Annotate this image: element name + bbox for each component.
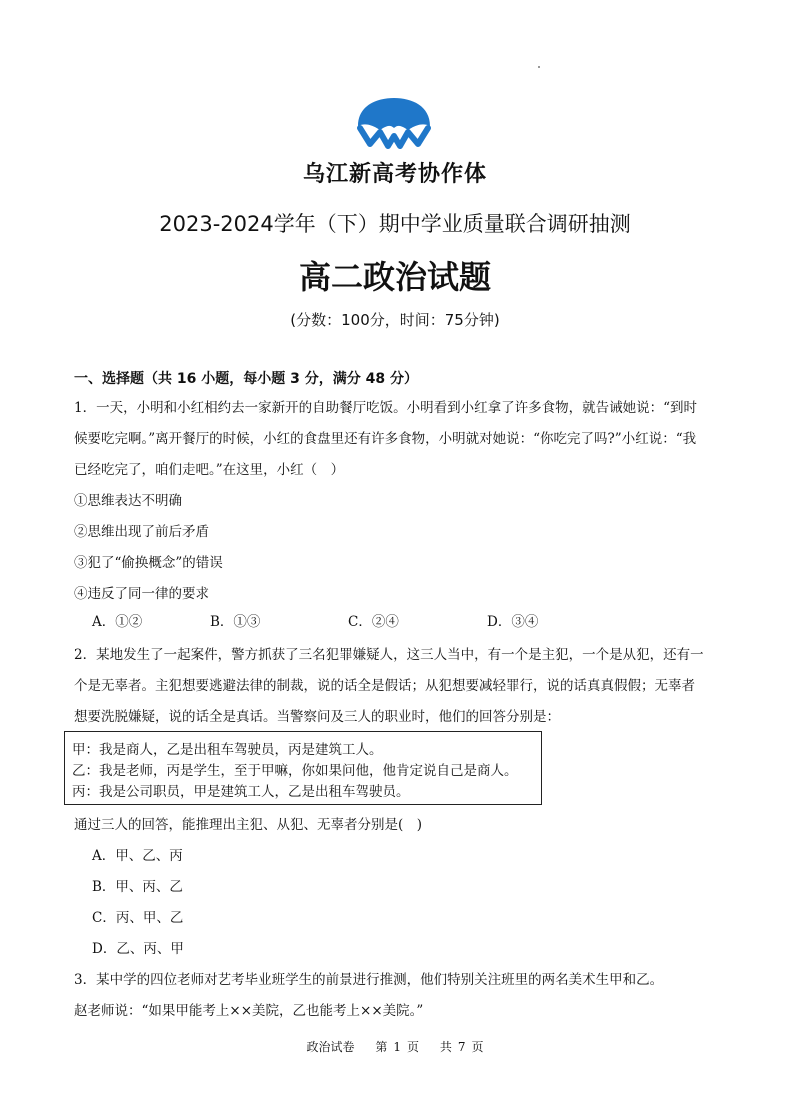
answer-jia: 甲：我是商人，乙是出租车驾驶员，丙是建筑工人。 xyxy=(72,742,383,758)
logo-icon xyxy=(352,96,436,154)
question-3-text: 赵老师说：“如果甲能考上××美院，乙也能考上××美院。” xyxy=(74,1003,424,1019)
question-3-text: 3．某中学的四位老师对艺考毕业班学生的前景进行推测，他们特别关注班里的两名美术生甲和乙。 xyxy=(74,972,664,988)
exam-subtitle: 2023-2024学年（下）期中学业质量联合调研抽测 xyxy=(159,212,631,236)
option-d: D．乙、丙、甲 xyxy=(92,941,184,957)
question-1-text: 1．一天，小明和小红相约去一家新开的自助餐厅吃饭。小明看到小红拿了许多食物，就告诫她说：“到时 xyxy=(74,400,697,416)
footer-page-number: 1 xyxy=(393,1040,401,1054)
statement-4: ④违反了同一律的要求 xyxy=(74,586,209,602)
footer-subject: 政治试卷 xyxy=(306,1040,355,1054)
page-footer xyxy=(0,1038,790,1055)
question-2-text: 2．某地发生了一起案件，警方抓获了三名犯罪嫌疑人，这三人当中，有一个是主犯，一个是从犯，还有一 xyxy=(74,647,704,663)
footer-page-unit: 页 xyxy=(406,1040,419,1054)
option-a: A．甲、乙、丙 xyxy=(92,848,183,864)
section-heading: 一、选择题（共 16 小题，每小题 3 分，满分 48 分） xyxy=(74,371,418,387)
footer-total-number: 7 xyxy=(457,1040,466,1054)
option-c: C．丙、甲、乙 xyxy=(92,910,184,926)
option-d: D．③④ xyxy=(487,614,539,630)
statement-2: ②思维出现了前后矛盾 xyxy=(74,524,209,540)
question-1-text: 已经吃完了，咱们走吧。”在这里，小红（ ） xyxy=(74,462,345,478)
answer-yi: 乙：我是老师，丙是学生，至于甲嘛，你如果问他，他肯定说自己是商人。 xyxy=(72,763,518,779)
option-a: A．①② xyxy=(92,614,143,630)
option-b: B．①③ xyxy=(210,614,261,630)
score-info: (分数：100分，时间：75分钟) xyxy=(290,311,500,329)
statement-1: ①思维表达不明确 xyxy=(74,493,182,509)
question-1-text: 候要吃完啊。”离开餐厅的时候，小红的食盘里还有许多食物，小明就对她说：“你吃完了吗?”小红说：“我 xyxy=(74,431,697,447)
brand-name: 乌江新高考协作体 xyxy=(302,162,487,187)
question-2-text: 个是无辜者。主犯想要逃避法律的制裁，说的话全是假话；从犯想要减轻罪行，说的话真真假假；无辜者 xyxy=(74,678,695,694)
footer-page-prefix: 第 xyxy=(375,1040,388,1054)
question-2-prompt: 通过三人的回答，能推理出主犯、从犯、无辜者分别是( ) xyxy=(74,817,423,833)
footer-total-prefix: 共 xyxy=(439,1040,452,1054)
page-title: 高二政治试题 xyxy=(298,258,491,296)
statement-3: ③犯了“偷换概念”的错误 xyxy=(74,555,223,571)
option-b: B．甲、丙、乙 xyxy=(92,879,183,895)
answer-bing: 丙：我是公司职员，甲是建筑工人，乙是出租车驾驶员。 xyxy=(72,784,410,800)
answers-box xyxy=(64,731,542,805)
scan-dot xyxy=(538,66,540,68)
option-c: C．②④ xyxy=(348,614,399,630)
question-1-options xyxy=(92,610,572,630)
footer-total-unit: 页 xyxy=(471,1040,484,1054)
question-2-text: 想要洗脱嫌疑，说的话全是真话。当警察问及三人的职业时，他们的回答分别是： xyxy=(74,709,560,725)
